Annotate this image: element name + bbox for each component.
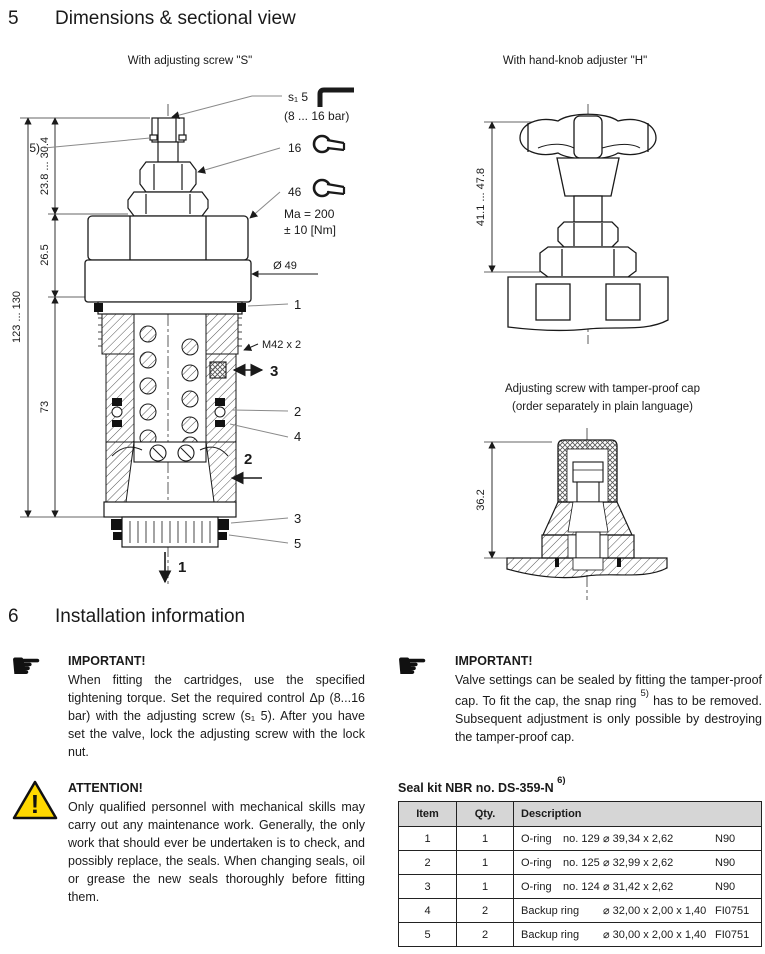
port1-label: 1 <box>178 559 187 576</box>
cell-description <box>514 899 762 923</box>
cell-item: 2 <box>399 851 457 875</box>
item3-label: 3 <box>294 511 302 526</box>
desc-name: O-ring <box>521 857 552 869</box>
dim-top: 23.8 ... 30.4 <box>39 136 51 196</box>
allen-key-icon <box>320 90 354 107</box>
spring <box>140 326 198 453</box>
oring-1-right <box>237 303 246 312</box>
desc-grade: FI0751 <box>715 929 750 941</box>
torque-line2: ± 10 [Nm] <box>284 223 336 237</box>
seal-kit-footnote-ref: 6) <box>557 775 566 786</box>
desc-size: ⌀ 32,00 x 2,00 x 1,40 <box>603 905 707 917</box>
threaded-section <box>98 314 242 354</box>
section6-title: Installation information <box>55 606 246 627</box>
table-row <box>399 827 762 851</box>
note-sealing-body <box>455 671 762 746</box>
note-sealing-title: IMPORTANT! <box>455 654 533 668</box>
item5-leader <box>229 535 288 543</box>
wrench-icon <box>314 180 344 196</box>
note-sealing-body-pre: Valve settings can be sealed by fitting the tamper-proof cap. To fit the cap, the snap ring <box>455 673 762 709</box>
desc-size: ⌀ 30,00 x 2,00 x 1,40 <box>603 929 707 941</box>
footnote-label: 5) <box>29 141 40 155</box>
cell-qty: 1 <box>457 827 514 851</box>
port3-orifice <box>210 362 226 378</box>
cell-qty: 1 <box>457 851 514 875</box>
desc-name: O-ring <box>521 881 552 893</box>
section5-title: Dimensions & sectional view <box>55 8 296 29</box>
thread-label: M42 x 2 <box>262 339 302 351</box>
wrench-icon <box>314 136 344 152</box>
desc-name: O-ring <box>521 833 552 845</box>
col-header-item: Item <box>399 802 457 827</box>
cell-qty: 2 <box>457 899 514 923</box>
cell-description <box>514 827 762 851</box>
dim-lower: 73 <box>39 400 51 414</box>
oring-1-left <box>94 303 103 312</box>
seal-kit-table <box>398 801 762 947</box>
desc-grade: N90 <box>715 881 736 893</box>
table-row <box>399 851 762 875</box>
table-row <box>399 875 762 899</box>
desc-grade: N90 <box>715 833 736 845</box>
table-row <box>399 899 762 923</box>
wrench16-label: 16 <box>288 141 302 155</box>
desc-no: no. 125 <box>563 857 600 869</box>
tamper-cap <box>507 440 667 578</box>
desc-name: Backup ring <box>521 905 580 917</box>
note-attention-title: ATTENTION! <box>68 781 143 795</box>
valve-body-hex <box>85 216 251 302</box>
cartridge-flange <box>98 302 242 314</box>
dim-mid: 26.5 <box>39 244 51 266</box>
wrench46-leader <box>250 192 280 218</box>
hand-knob-drawing <box>440 92 765 354</box>
thread-leader <box>244 344 258 350</box>
item4-leader <box>230 424 288 437</box>
pressure-range-label: (8 ... 16 bar) <box>284 109 350 123</box>
footnote-leader <box>44 138 150 148</box>
cell-qty: 1 <box>457 875 514 899</box>
note-attention-body: Only qualified personnel with mechanical skills may carry out any maintenance work. Generally, the only work that should ever be undertaken is to check, and possibly replace, the seals. When changing seals, oil or grease the new seals thoroughly before fitting them. <box>68 800 365 904</box>
item2-leader <box>232 410 288 411</box>
desc-grade: N90 <box>715 857 736 869</box>
item3-leader <box>231 518 288 523</box>
table-header-row <box>399 802 762 827</box>
cell-item: 5 <box>399 923 457 947</box>
item1-leader <box>248 304 288 306</box>
desc-grade: FI0751 <box>715 905 750 917</box>
note-sealing-footnote-ref: 5) <box>640 688 649 699</box>
wrench46-label: 46 <box>288 185 302 199</box>
section6-number: 6 <box>8 606 19 627</box>
col-header-description: Description <box>514 802 762 827</box>
item4-label: 4 <box>294 429 302 444</box>
item2-label: 2 <box>294 404 302 419</box>
section5-number: 5 <box>8 8 19 29</box>
port3-label: 3 <box>270 363 279 380</box>
adjusting-screw <box>150 118 186 162</box>
seal-kit-title <box>398 775 566 796</box>
dia49-label: Ø 49 <box>273 260 297 272</box>
desc-name: Backup ring <box>521 929 580 941</box>
desc-size: ⌀ 32,99 x 2,62 <box>603 857 674 869</box>
desc-size: ⌀ 31,42 x 2,62 <box>603 881 674 893</box>
s1-label: s₁ 5 <box>288 90 309 104</box>
caption-adjusting-screw: With adjusting screw "S" <box>127 55 253 67</box>
cell-item: 1 <box>399 827 457 851</box>
cell-description <box>514 851 762 875</box>
svg-text:!: ! <box>30 789 40 819</box>
s1-leader <box>172 96 282 117</box>
caption-tamper-cap-line2: (order separately in plain language) <box>512 401 693 413</box>
caption-tamper-cap-line1: Adjusting screw with tamper-proof cap <box>505 383 700 395</box>
knob-height-dim: 41.1 ... 47.8 <box>475 167 487 227</box>
caption-hand-knob: With hand-knob adjuster "H" <box>502 55 648 67</box>
valve-sectional-drawing <box>0 82 360 602</box>
cap-height-dim: 36.2 <box>475 489 487 511</box>
desc-no: no. 124 <box>563 881 600 893</box>
col-header-qty: Qty. <box>457 802 514 827</box>
cell-item: 3 <box>399 875 457 899</box>
cell-item: 4 <box>399 899 457 923</box>
cell-qty: 2 <box>457 923 514 947</box>
table-row <box>399 923 762 947</box>
dim-overall: 123 ... 130 <box>11 291 23 343</box>
cell-description <box>514 875 762 899</box>
warning-triangle-icon <box>12 779 58 821</box>
cell-description <box>514 923 762 947</box>
torque-line1: Ma = 200 <box>284 207 335 221</box>
port2-label: 2 <box>244 451 253 468</box>
hand-knob <box>508 114 668 330</box>
desc-no: no. 129 <box>563 833 600 845</box>
item1-label: 1 <box>294 297 302 312</box>
note-fitting-body: When fitting the cartridges, use the specified tightening torque. Set the required control Δp (8...16 bar) with the adjusting screw (s₁ 5). After you have set the valve, lock the adjusting screw with the lock nut. <box>68 673 365 759</box>
manicule-icon: ☛ <box>10 645 43 686</box>
tamper-cap-drawing <box>440 420 765 605</box>
note-sealing-body-post: has to be removed. Subsequent adjustment is only possible by destroying the tamper-proof cap. <box>455 694 762 745</box>
desc-size: ⌀ 39,34 x 2,62 <box>603 833 674 845</box>
seal-kit-title-text: Seal kit NBR no. DS-359-N <box>398 781 554 796</box>
lock-nuts <box>128 162 208 216</box>
item5-label: 5 <box>294 536 302 551</box>
note-fitting-title: IMPORTANT! <box>68 654 146 668</box>
manicule-icon: ☛ <box>396 645 429 686</box>
wrench16-leader <box>198 148 280 172</box>
